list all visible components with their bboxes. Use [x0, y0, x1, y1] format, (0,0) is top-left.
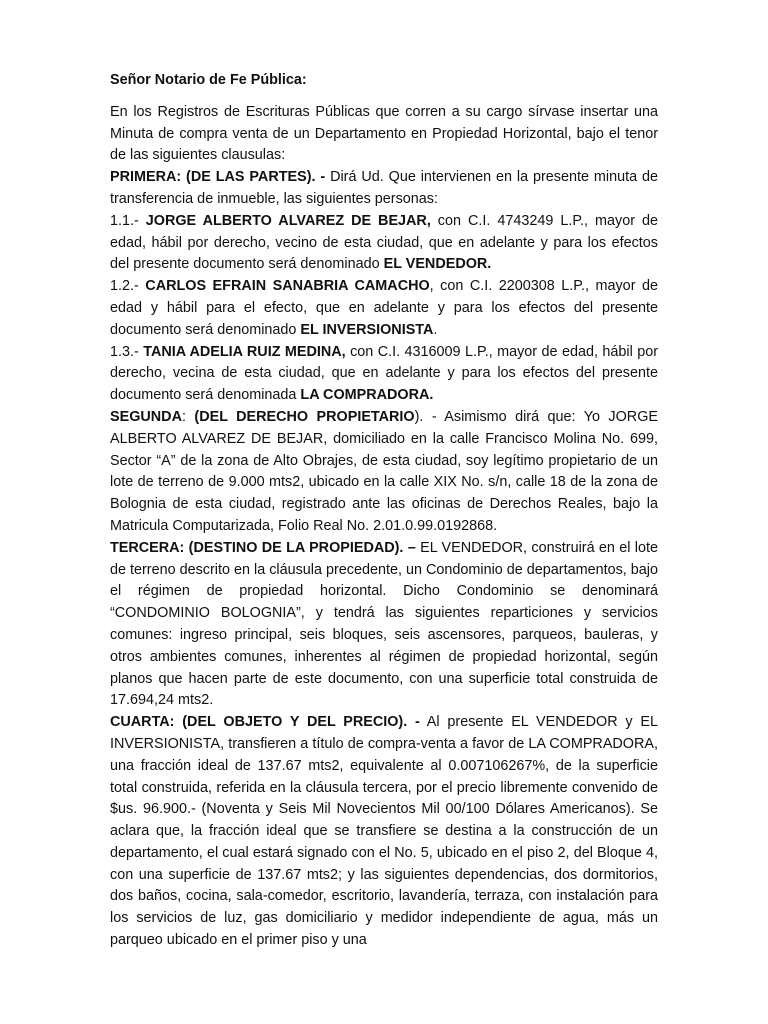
party-3-name: TANIA ADELIA RUIZ MEDINA,	[143, 343, 346, 360]
clause-primera-text: Dirá Ud. Que intervienen en la presente minuta de transferencia de inmueble, las siguientes personas:	[110, 169, 658, 207]
party-3-role: LA COMPRADORA.	[300, 387, 434, 404]
party-1-role: EL VENDEDOR.	[383, 256, 492, 273]
party-2-paragraph	[110, 276, 658, 341]
party-2-text: , con C.I. 2200308 L.P., mayor de edad y hábil para el efecto, que en adelante y para los efectos del presente documento será denominado	[110, 278, 658, 338]
party-3-paragraph	[110, 342, 658, 407]
document-heading: Señor Notario de Fe Pública:	[110, 72, 307, 88]
clause-tercera-text: EL VENDEDOR, construirá en el lote de terreno descrito en la cláusula precedente, un Condominio de departamentos, bajo el régimen de propiedad horizontal. Dicho Condominio se denominará “CONDOMINIO BOLOGNIA”, y tendrá las siguientes reparticiones y servicios comunes: ingreso principal, seis bloques, seis ascensores, parqueos, bauleras, y otros ambientes comunes, inherentes al régimen de propiedad horizontal, según planos que hacen parte de este documento, con una superficie total construida de 17.694,24 mts2.	[110, 539, 658, 709]
party-3-number: 1.3.-	[110, 343, 144, 360]
clause-cuarta-title: CUARTA: (DEL OBJETO Y DEL PRECIO). -	[110, 714, 420, 731]
party-1-name: JORGE ALBERTO ALVAREZ DE BEJAR,	[145, 212, 431, 229]
party-1-number: 1.1.-	[110, 212, 146, 229]
clause-primera-title: PRIMERA: (DE LAS PARTES). -	[110, 169, 326, 186]
clause-segunda	[110, 407, 658, 538]
party-2-end: .	[433, 321, 438, 338]
clause-segunda-title: SEGUNDA	[110, 408, 182, 425]
party-1-text: con C.I. 4743249 L.P., mayor de edad, hábil por derecho, vecino de esta ciudad, que en adelante y para los efectos del presente documento será denominado	[110, 212, 658, 273]
document-page	[110, 70, 658, 952]
clause-cuarta	[110, 712, 658, 952]
clause-tercera-title: TERCERA: (DESTINO DE LA PROPIEDAD). –	[110, 539, 416, 556]
party-3-text: con C.I. 4316009 L.P., mayor de edad, hábil por derecho, vecina de esta ciudad, que en adelante y para los efectos del presente documento será denominada	[110, 343, 658, 404]
clause-cuarta-text: Al presente EL VENDEDOR y EL INVERSIONISTA, transfieren a título de compra-venta a favor de LA COMPRADORA, una fracción ideal de 137.67 mts2, equivalente al 0.007106267%, de la superficie total construida, referida en la cláusula tercera, por el precio libremente convenido de $us. 96.900.- (Noventa y Seis Mil Novecientos Mil 00/100 Dólares Americanos). Se aclara que, la fracción ideal que se transfiere se destina a la construcción de un departamento, el cual estará signado con el No. 5, ubicado en el piso 2, del Bloque 4, con una superficie de 137.67 mts2; y las siguientes dependencias, dos dormitorios, dos baños, cocina, sala-comedor, escritorio, lavandería, terraza, con instalación para los servicios de luz, gas domiciliario y medidor independiente de agua, más un parqueo ubicado en el primer piso y una	[110, 714, 658, 949]
party-2-number: 1.2.-	[110, 278, 146, 295]
clause-segunda-subtitle: (DEL DERECHO PROPIETARIO	[194, 408, 415, 425]
intro-paragraph: En los Registros de Escrituras Públicas que corren a su cargo sírvase insertar una Minuta de compra venta de un Departamento en Propiedad Horizontal, bajo el tenor de las siguientes clausulas:	[110, 103, 658, 164]
clause-segunda-separator: :	[181, 408, 195, 425]
party-2-name: CARLOS EFRAIN SANABRIA CAMACHO	[145, 278, 430, 295]
party-2-role: EL INVERSIONISTA	[300, 321, 434, 338]
clause-primera	[110, 167, 658, 211]
clause-segunda-text: ). - Asimismo dirá que: Yo JORGE ALBERTO ALVAREZ DE BEJAR, domiciliado en la calle Francisco Molina No. 699, Sector “A” de la zona de Alto Obrajes, de esta ciudad, soy legítimo propietario de un lote de terreno de 9.000 mts2, ubicado en la calle XIX No. s/n, calle 18 de la zona de Bolognia de esta ciudad, registrado ante las oficinas de Derechos Reales, bajo la Matricula Computarizada, Folio Real No. 2.01.0.99.0192868.	[110, 408, 658, 534]
party-1-paragraph	[110, 211, 658, 276]
clause-tercera	[110, 538, 658, 712]
